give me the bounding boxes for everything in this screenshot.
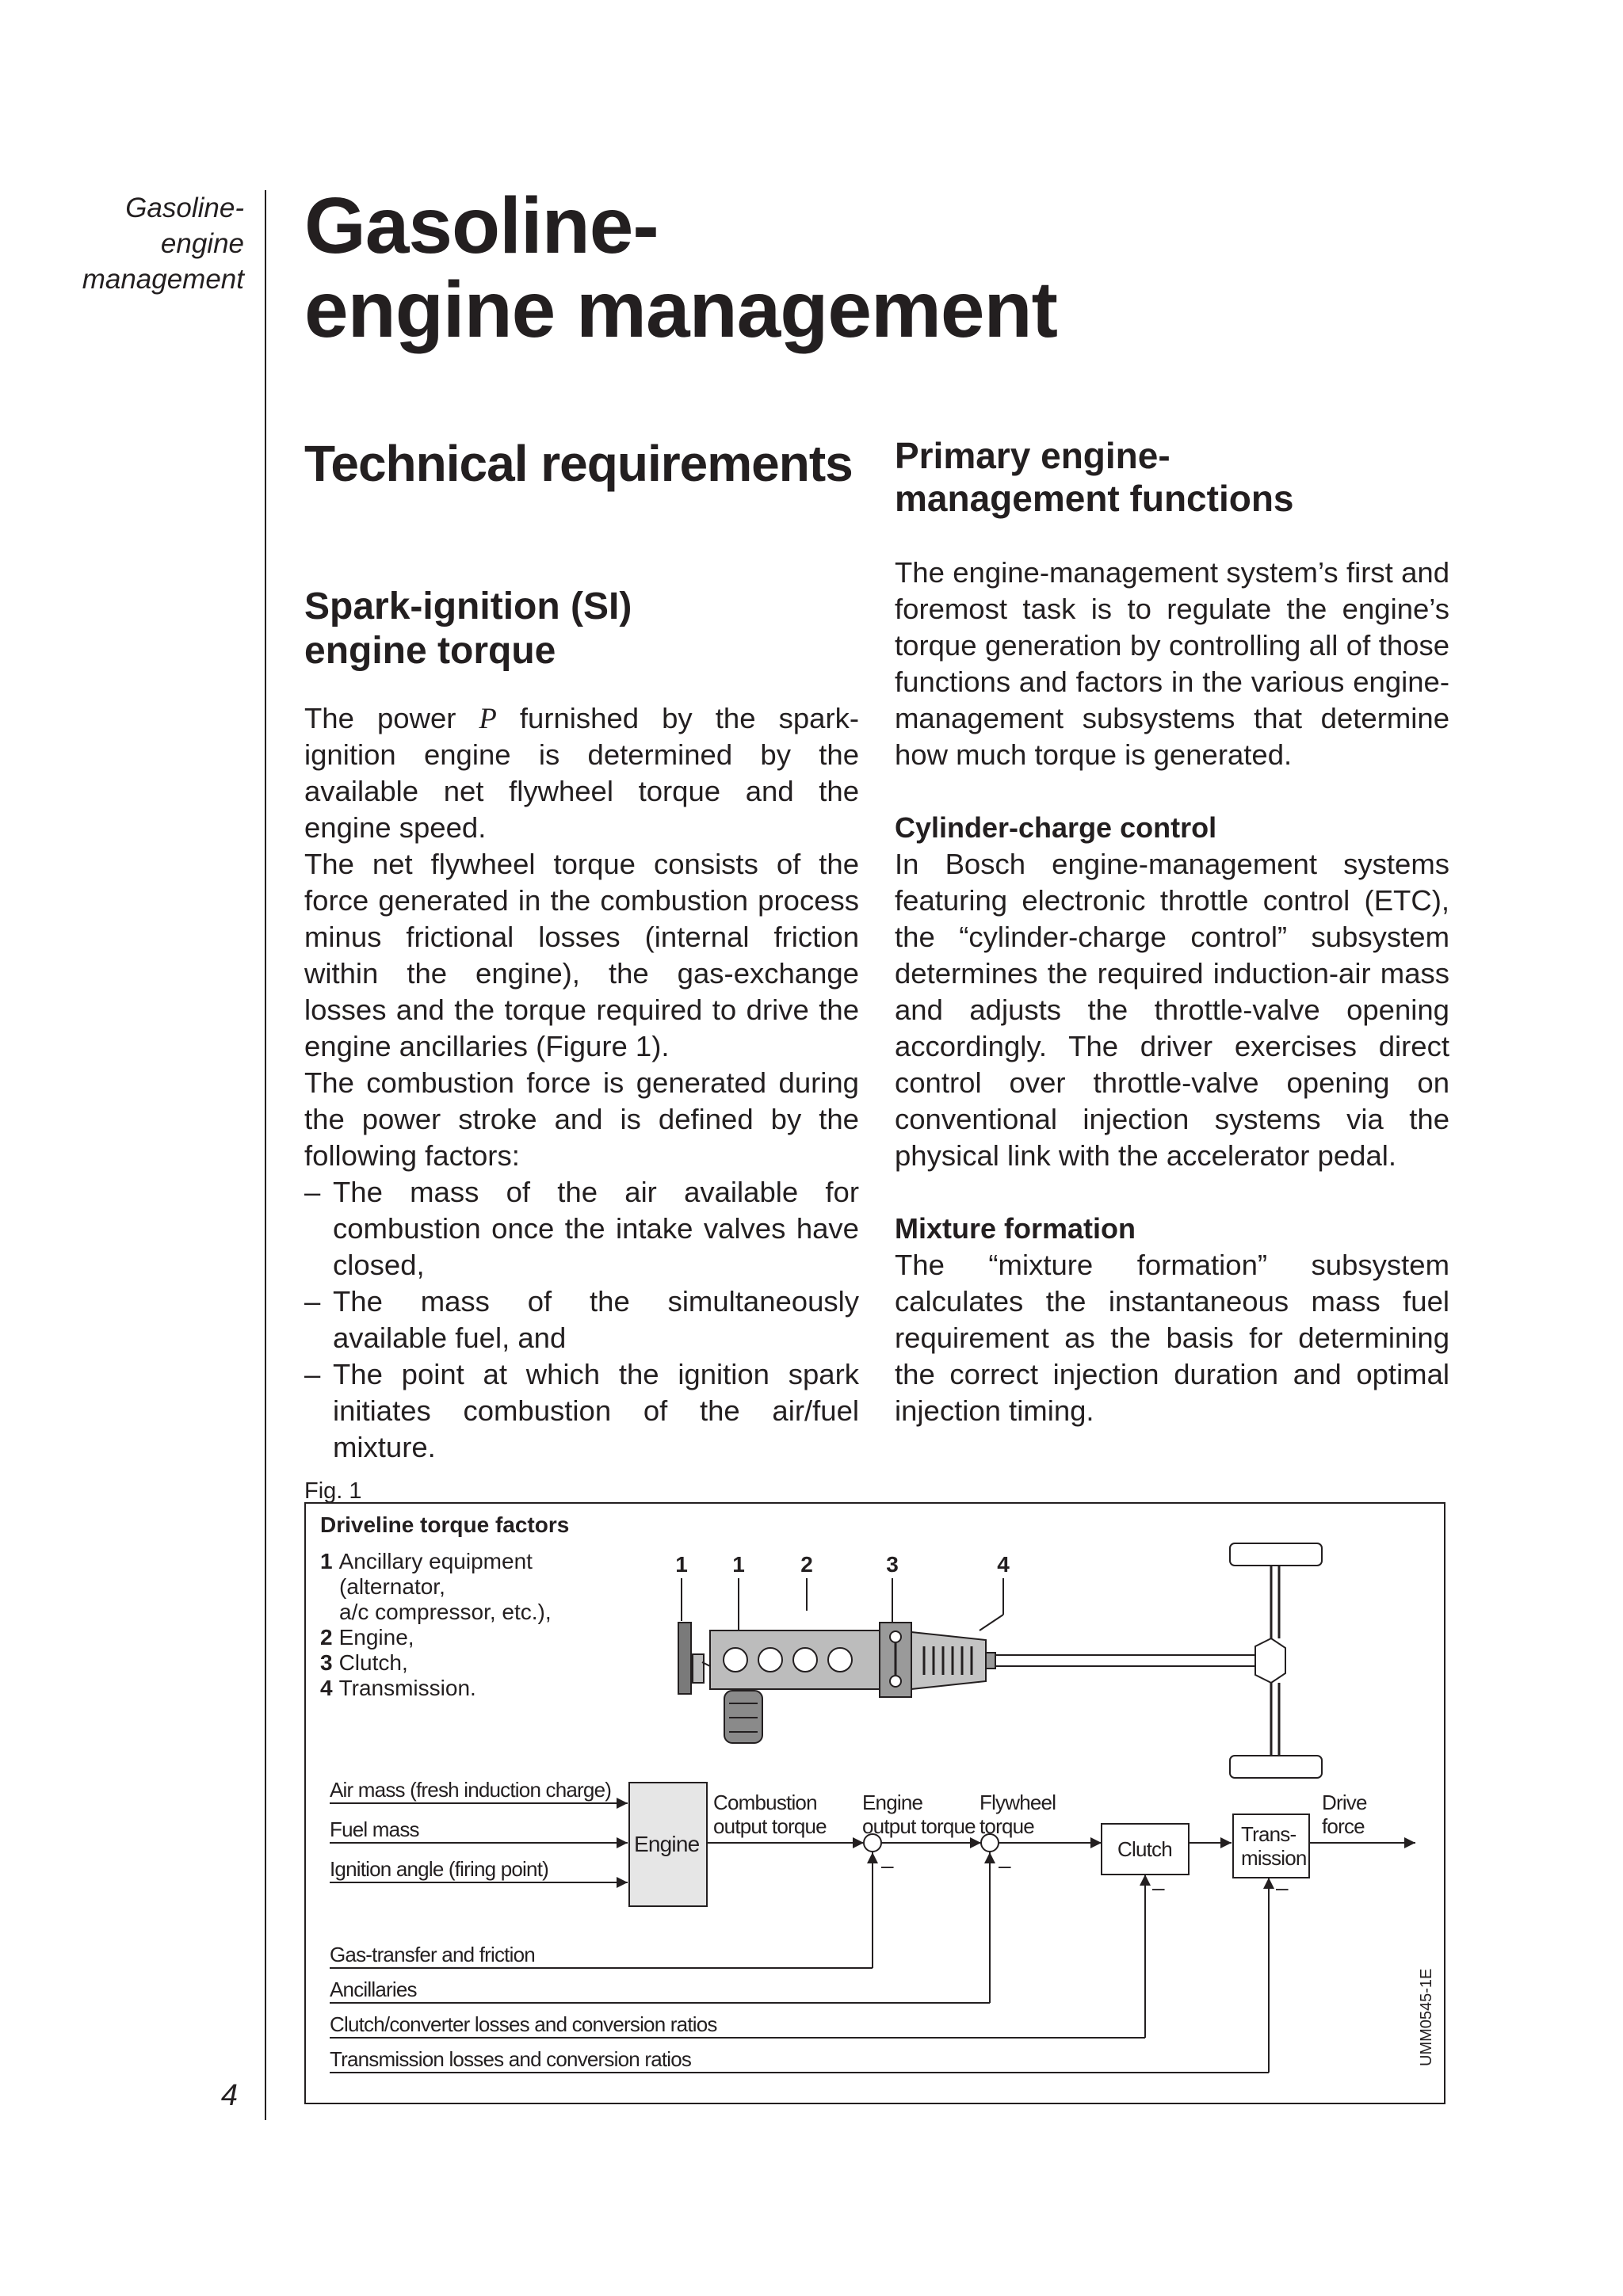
legend-number: 2 xyxy=(320,1625,333,1650)
paragraph-power xyxy=(304,700,859,846)
legend-text: Ancillary equipment xyxy=(338,1549,533,1573)
transmission-box-label: Trans- xyxy=(1241,1822,1296,1846)
subheading-line: Spark-ignition (SI) xyxy=(304,585,632,627)
margin-section-line: Gasoline- xyxy=(125,193,244,223)
legend-text: Engine, xyxy=(338,1625,414,1650)
paragraph-power-text: The power xyxy=(304,702,479,734)
power-variable: P xyxy=(479,702,497,734)
paragraph-combustion-force: The combustion force is generated during the power stroke and is defined by the following factors: xyxy=(304,1066,859,1172)
engine-output-label: Engine xyxy=(862,1791,923,1814)
margin-divider xyxy=(265,190,266,2120)
figure-label: Fig. 1 xyxy=(304,1478,362,1504)
legend-item xyxy=(320,1549,533,1573)
heading-line: management functions xyxy=(895,478,1294,519)
paragraph-cylinder-charge: In Bosch engine-management systems featuring electronic throttle control (ETC), the “cylinder-charge control” subsystem determines the required induction-air mass and adjusts the throttle-valve opening accordingly. The driver exercises direct control over throttle-valve opening on conventional injection systems via the physical link with the accelerator pedal. xyxy=(895,848,1449,1172)
paragraph-power-text: furnished by the spark-ignition engine is determined by the available net flywheel torque and the engine speed. xyxy=(304,702,860,844)
figure-code: UMM0545-1E xyxy=(1418,1968,1435,2066)
loss-gas-transfer: Gas-transfer and friction xyxy=(330,1943,535,1966)
legend-item xyxy=(320,1650,408,1675)
figure-title: Driveline torque factors xyxy=(320,1512,570,1537)
page-title xyxy=(304,181,1057,354)
subsection-title-cylinder-charge: Cylinder-charge control xyxy=(895,811,1217,844)
legend-item-cont: (alternator, xyxy=(339,1574,445,1599)
loss-transmission: Transmission losses and conversion ratios xyxy=(330,2047,692,2071)
minus-sign: – xyxy=(1276,1875,1289,1900)
factor-list xyxy=(304,1174,859,1466)
input-air-mass: Air mass (fresh induction charge) xyxy=(330,1778,612,1802)
minus-sign: – xyxy=(1152,1875,1165,1900)
margin-section-line: engine xyxy=(160,228,244,259)
loss-ancillaries: Ancillaries xyxy=(330,1978,417,2001)
legend-number: 4 xyxy=(320,1676,333,1700)
flywheel-torque-label: torque xyxy=(980,1814,1034,1838)
section-heading-primary-functions xyxy=(895,434,1465,520)
drive-force-label: Drive xyxy=(1322,1791,1367,1814)
subsection-title-mixture-formation: Mixture formation xyxy=(895,1212,1136,1245)
rear-wheel-top xyxy=(1230,1543,1322,1566)
legend-number: 1 xyxy=(320,1549,333,1573)
legend-text: Transmission. xyxy=(338,1676,476,1700)
margin-section-line: management xyxy=(82,264,244,295)
input-ignition-angle: Ignition angle (firing point) xyxy=(330,1857,548,1881)
engine-output-label: output torque xyxy=(862,1814,976,1838)
legend-item-cont: a/c compressor, etc.), xyxy=(339,1600,552,1624)
clutch-box-label: Clutch xyxy=(1117,1837,1172,1861)
combustion-torque-label: output torque xyxy=(713,1814,827,1838)
legend-text: Clutch, xyxy=(338,1650,408,1675)
legend-item xyxy=(320,1676,476,1700)
list-item: – The mass of the air available for combustion once the intake valves have closed, xyxy=(304,1174,859,1283)
figure-legend xyxy=(320,1549,552,1700)
margin-section-label xyxy=(24,190,244,297)
page-number: 4 xyxy=(220,2079,238,2112)
subheading-si-engine-torque xyxy=(304,585,632,673)
paragraph-intro: The engine-management system’s first and foremost task is to regulate the engine’s torque generation by controlling all of those functions and factors in the various engine-management subsystems that determine how much torque is generated. xyxy=(895,556,1449,771)
minus-sign: – xyxy=(881,1853,894,1878)
subheading-line: engine torque xyxy=(304,630,556,672)
section-heading-technical-requirements: Technical requirements xyxy=(304,435,853,492)
drive-force-label: force xyxy=(1322,1814,1365,1838)
callout-1-compressor: 1 xyxy=(732,1552,745,1577)
paragraph-mixture-formation: The “mixture formation” subsystem calculates the instantaneous mass fuel requirement as the basis for determining the correct injection duration and optimal injection timing. xyxy=(895,1249,1449,1427)
heading-line: Primary engine- xyxy=(895,435,1170,476)
left-body xyxy=(304,700,859,1466)
driveline-diagram xyxy=(306,1504,1444,2103)
rear-wheel-bottom xyxy=(1230,1756,1322,1778)
callout-2: 2 xyxy=(800,1552,813,1577)
list-item: – The point at which the ignition spark initiates combustion of the air/fuel mixture. xyxy=(304,1356,859,1466)
figure-driveline-torque xyxy=(304,1502,1445,2104)
callout-1-alternator: 1 xyxy=(675,1552,688,1577)
legend-number: 3 xyxy=(320,1650,333,1675)
differential xyxy=(1255,1638,1285,1683)
combustion-torque-label: Combustion xyxy=(713,1791,817,1814)
page-title-line: Gasoline- xyxy=(304,181,659,270)
paragraph-net-torque: The net flywheel torque consists of the force generated in the combustion process minus frictional losses (internal friction within the engine), the gas-exchange losses and the torque required to drive the engine ancillaries (Figure 1). xyxy=(304,848,859,1062)
loss-clutch-converter: Clutch/converter losses and conversion ratios xyxy=(330,2012,717,2036)
minus-sign: – xyxy=(999,1853,1011,1878)
callout-3: 3 xyxy=(886,1552,899,1577)
list-item: – The mass of the simultaneously available fuel, and xyxy=(304,1283,859,1356)
callout-4: 4 xyxy=(997,1552,1010,1577)
ancillary-pulley xyxy=(678,1623,691,1694)
engine-box-label: Engine xyxy=(634,1832,700,1856)
legend-item xyxy=(320,1625,414,1650)
page-title-line: engine management xyxy=(304,265,1057,354)
flywheel-torque-label: Flywheel xyxy=(980,1791,1056,1814)
drivetrain-illustration xyxy=(675,1543,1322,1778)
transmission-housing xyxy=(911,1632,986,1689)
right-body xyxy=(895,555,1449,1429)
torque-block-diagram xyxy=(330,1778,1435,2073)
transmission-box-label: mission xyxy=(1241,1846,1307,1870)
input-fuel-mass: Fuel mass xyxy=(330,1817,419,1841)
